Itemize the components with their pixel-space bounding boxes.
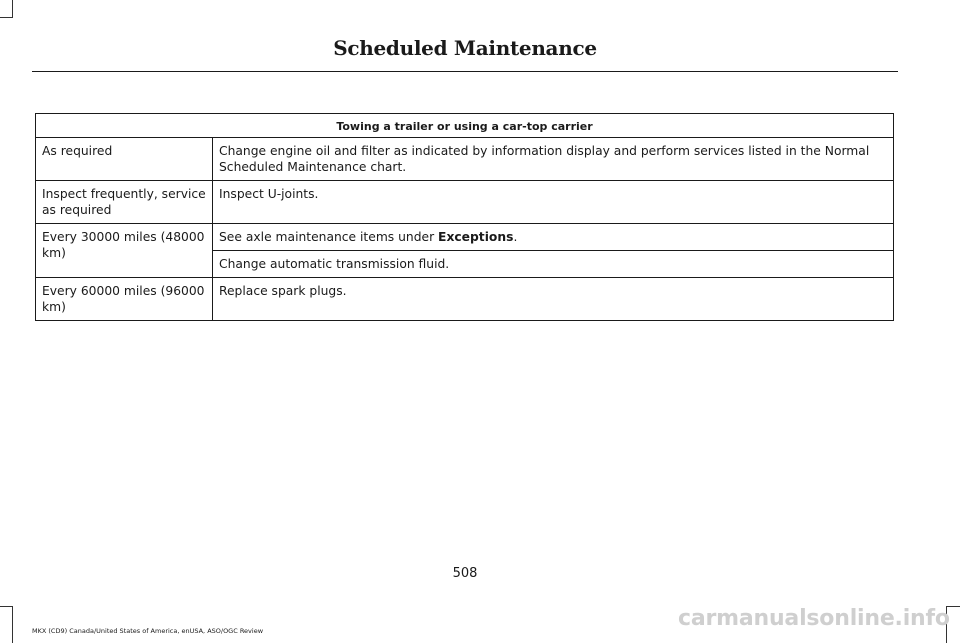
interval-cell: Every 60000 miles (96000 km) [36,278,213,321]
service-cell: Inspect U-joints. [213,181,894,224]
crop-mark-bottom-left-horizontal [0,606,13,607]
maintenance-table [35,113,894,321]
service-cell [213,224,894,251]
watermark: carmanualsonline.info [678,606,950,631]
service-cell: Change automatic transmission fluid. [213,251,894,278]
interval-cell: Every 30000 miles (48000 km) [36,224,213,278]
service-cell: Replace spark plugs. [213,278,894,321]
crop-mark-top-left-vertical [12,0,13,18]
service-cell: Change engine oil and filter as indicated by information display and perform services listed in the Normal Scheduled Maintenance chart. [213,138,894,181]
interval-cell: As required [36,138,213,181]
page-title: Scheduled Maintenance [333,36,597,60]
service-text-suffix: . [513,230,518,244]
table-row [36,278,894,321]
exceptions-reference: Exceptions [438,230,514,244]
table-row [36,224,894,251]
crop-mark-top-left-horizontal [0,17,13,18]
table-row [36,181,894,224]
page-number: 508 [452,566,478,581]
interval-cell: Inspect frequently, service as required [36,181,213,224]
table-row [36,138,894,181]
crop-mark-bottom-left-vertical [12,606,13,643]
table-caption: Towing a trailer or using a car-top carrier [36,114,894,138]
title-rule [32,71,898,72]
edition-footer: MKX (CD9) Canada/United States of America, enUSA, ASO/OGC Review [32,627,264,635]
service-text: See axle maintenance items under [219,230,439,244]
table-caption-row [36,114,894,138]
